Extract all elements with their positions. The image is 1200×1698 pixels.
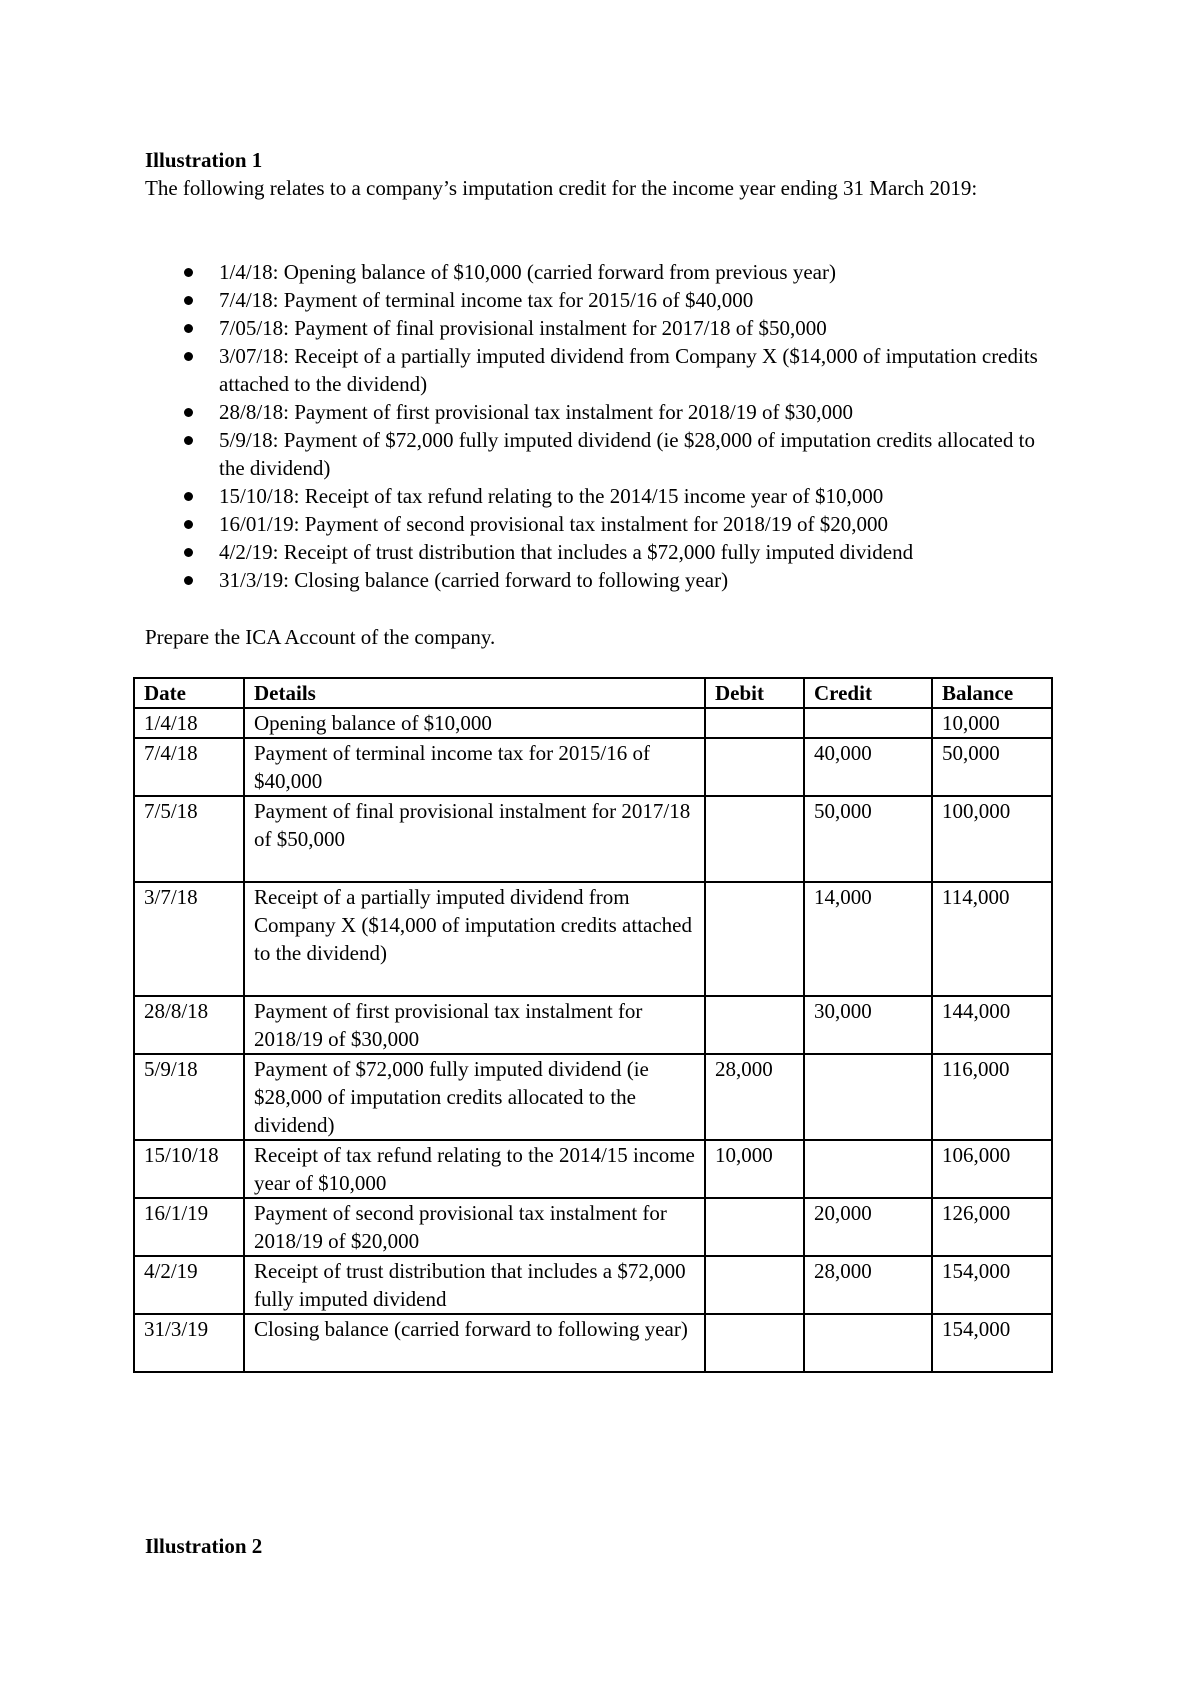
cell-balance: 144,000 — [932, 996, 1052, 1054]
list-item-text: 7/4/18: Payment of terminal income tax for 2015/16 of $40,000 — [219, 288, 754, 312]
list-item — [145, 538, 1065, 566]
cell-details: Payment of final provisional instalment for 2017/18 of $50,000 — [244, 796, 705, 882]
table-row — [134, 996, 1052, 1054]
bullet-icon — [184, 408, 193, 417]
cell-date: 28/8/18 — [134, 996, 244, 1054]
bullet-icon — [184, 492, 193, 501]
list-item — [145, 398, 1065, 426]
cell-credit — [804, 1054, 932, 1140]
list-item-text: 1/4/18: Opening balance of $10,000 (carried forward from previous year) — [219, 260, 836, 284]
table-row — [134, 1256, 1052, 1314]
table-row — [134, 1314, 1052, 1372]
cell-details: Receipt of tax refund relating to the 2014/15 income year of $10,000 — [244, 1140, 705, 1198]
table-row — [134, 1054, 1052, 1140]
cell-balance: 100,000 — [932, 796, 1052, 882]
list-item-text: 15/10/18: Receipt of tax refund relating to the 2014/15 income year of $10,000 — [219, 484, 884, 508]
bullet-icon — [184, 436, 193, 445]
table-row — [134, 882, 1052, 996]
list-item — [145, 342, 1065, 398]
cell-date: 3/7/18 — [134, 882, 244, 996]
list-item-text: 16/01/19: Payment of second provisional tax instalment for 2018/19 of $20,000 — [219, 512, 888, 536]
cell-date: 16/1/19 — [134, 1198, 244, 1256]
list-item-text: 28/8/18: Payment of first provisional tax instalment for 2018/19 of $30,000 — [219, 400, 854, 424]
cell-credit: 40,000 — [804, 738, 932, 796]
cell-debit — [705, 708, 804, 738]
cell-debit — [705, 1314, 804, 1372]
cell-balance: 50,000 — [932, 738, 1052, 796]
cell-balance: 106,000 — [932, 1140, 1052, 1198]
cell-balance: 154,000 — [932, 1314, 1052, 1372]
list-item — [145, 510, 1065, 538]
list-item — [145, 426, 1065, 482]
cell-credit — [804, 1314, 932, 1372]
list-item-text: 3/07/18: Receipt of a partially imputed dividend from Company X ($14,000 of imputation credits attached to the dividend) — [219, 344, 1038, 396]
table-row — [134, 1140, 1052, 1198]
cell-date: 7/4/18 — [134, 738, 244, 796]
list-item — [145, 258, 1065, 286]
cell-credit: 30,000 — [804, 996, 932, 1054]
cell-date: 31/3/19 — [134, 1314, 244, 1372]
cell-debit: 28,000 — [705, 1054, 804, 1140]
list-item — [145, 286, 1065, 314]
bullet-icon — [184, 324, 193, 333]
cell-date: 4/2/19 — [134, 1256, 244, 1314]
cell-debit — [705, 882, 804, 996]
list-item-text: 7/05/18: Payment of final provisional instalment for 2017/18 of $50,000 — [219, 316, 827, 340]
cell-balance: 126,000 — [932, 1198, 1052, 1256]
cell-details: Payment of $72,000 fully imputed dividend (ie $28,000 of imputation credits allocated to the dividend) — [244, 1054, 705, 1140]
cell-balance: 10,000 — [932, 708, 1052, 738]
bullet-icon — [184, 520, 193, 529]
illustration-1-prompt: Prepare the ICA Account of the company. — [145, 625, 496, 649]
cell-credit: 50,000 — [804, 796, 932, 882]
cell-credit — [804, 1140, 932, 1198]
table-row — [134, 738, 1052, 796]
bullet-icon — [184, 352, 193, 361]
transaction-list — [145, 258, 1065, 594]
cell-details: Opening balance of $10,000 — [244, 708, 705, 738]
list-item-text: 31/3/19: Closing balance (carried forward to following year) — [219, 568, 729, 592]
cell-balance: 154,000 — [932, 1256, 1052, 1314]
cell-credit: 14,000 — [804, 882, 932, 996]
column-header-credit: Credit — [804, 678, 932, 708]
cell-debit: 10,000 — [705, 1140, 804, 1198]
illustration-2-heading: Illustration 2 — [145, 1534, 263, 1558]
cell-balance: 114,000 — [932, 882, 1052, 996]
cell-credit: 20,000 — [804, 1198, 932, 1256]
cell-balance: 116,000 — [932, 1054, 1052, 1140]
cell-details: Payment of first provisional tax instalment for 2018/19 of $30,000 — [244, 996, 705, 1054]
bullet-icon — [184, 296, 193, 305]
cell-details: Closing balance (carried forward to following year) — [244, 1314, 705, 1372]
ica-account-table — [133, 677, 1053, 1373]
illustration-1-heading: Illustration 1 — [145, 148, 263, 172]
cell-date: 5/9/18 — [134, 1054, 244, 1140]
cell-debit — [705, 796, 804, 882]
cell-debit — [705, 1198, 804, 1256]
bullet-icon — [184, 576, 193, 585]
table-row — [134, 796, 1052, 882]
cell-details: Payment of terminal income tax for 2015/16 of $40,000 — [244, 738, 705, 796]
cell-debit — [705, 996, 804, 1054]
column-header-date: Date — [134, 678, 244, 708]
table-row — [134, 1198, 1052, 1256]
bullet-icon — [184, 548, 193, 557]
bullet-icon — [184, 268, 193, 277]
cell-credit — [804, 708, 932, 738]
cell-credit: 28,000 — [804, 1256, 932, 1314]
cell-details: Receipt of trust distribution that includes a $72,000 fully imputed dividend — [244, 1256, 705, 1314]
cell-date: 15/10/18 — [134, 1140, 244, 1198]
cell-debit — [705, 738, 804, 796]
cell-details: Payment of second provisional tax instalment for 2018/19 of $20,000 — [244, 1198, 705, 1256]
cell-debit — [705, 1256, 804, 1314]
list-item — [145, 482, 1065, 510]
table-row — [134, 708, 1052, 738]
column-header-balance: Balance — [932, 678, 1052, 708]
list-item — [145, 566, 1065, 594]
cell-date: 7/5/18 — [134, 796, 244, 882]
list-item-text: 5/9/18: Payment of $72,000 fully imputed dividend (ie $28,000 of imputation credits allocated to the dividend) — [219, 428, 1035, 480]
column-header-details: Details — [244, 678, 705, 708]
illustration-1-intro: The following relates to a company’s imputation credit for the income year ending 31 March 2019: — [145, 176, 978, 200]
cell-date: 1/4/18 — [134, 708, 244, 738]
table-header-row — [134, 678, 1052, 708]
list-item — [145, 314, 1065, 342]
column-header-debit: Debit — [705, 678, 804, 708]
list-item-text: 4/2/19: Receipt of trust distribution that includes a $72,000 fully imputed dividend — [219, 540, 914, 564]
cell-details: Receipt of a partially imputed dividend from Company X ($14,000 of imputation credits attached to the dividend) — [244, 882, 705, 996]
